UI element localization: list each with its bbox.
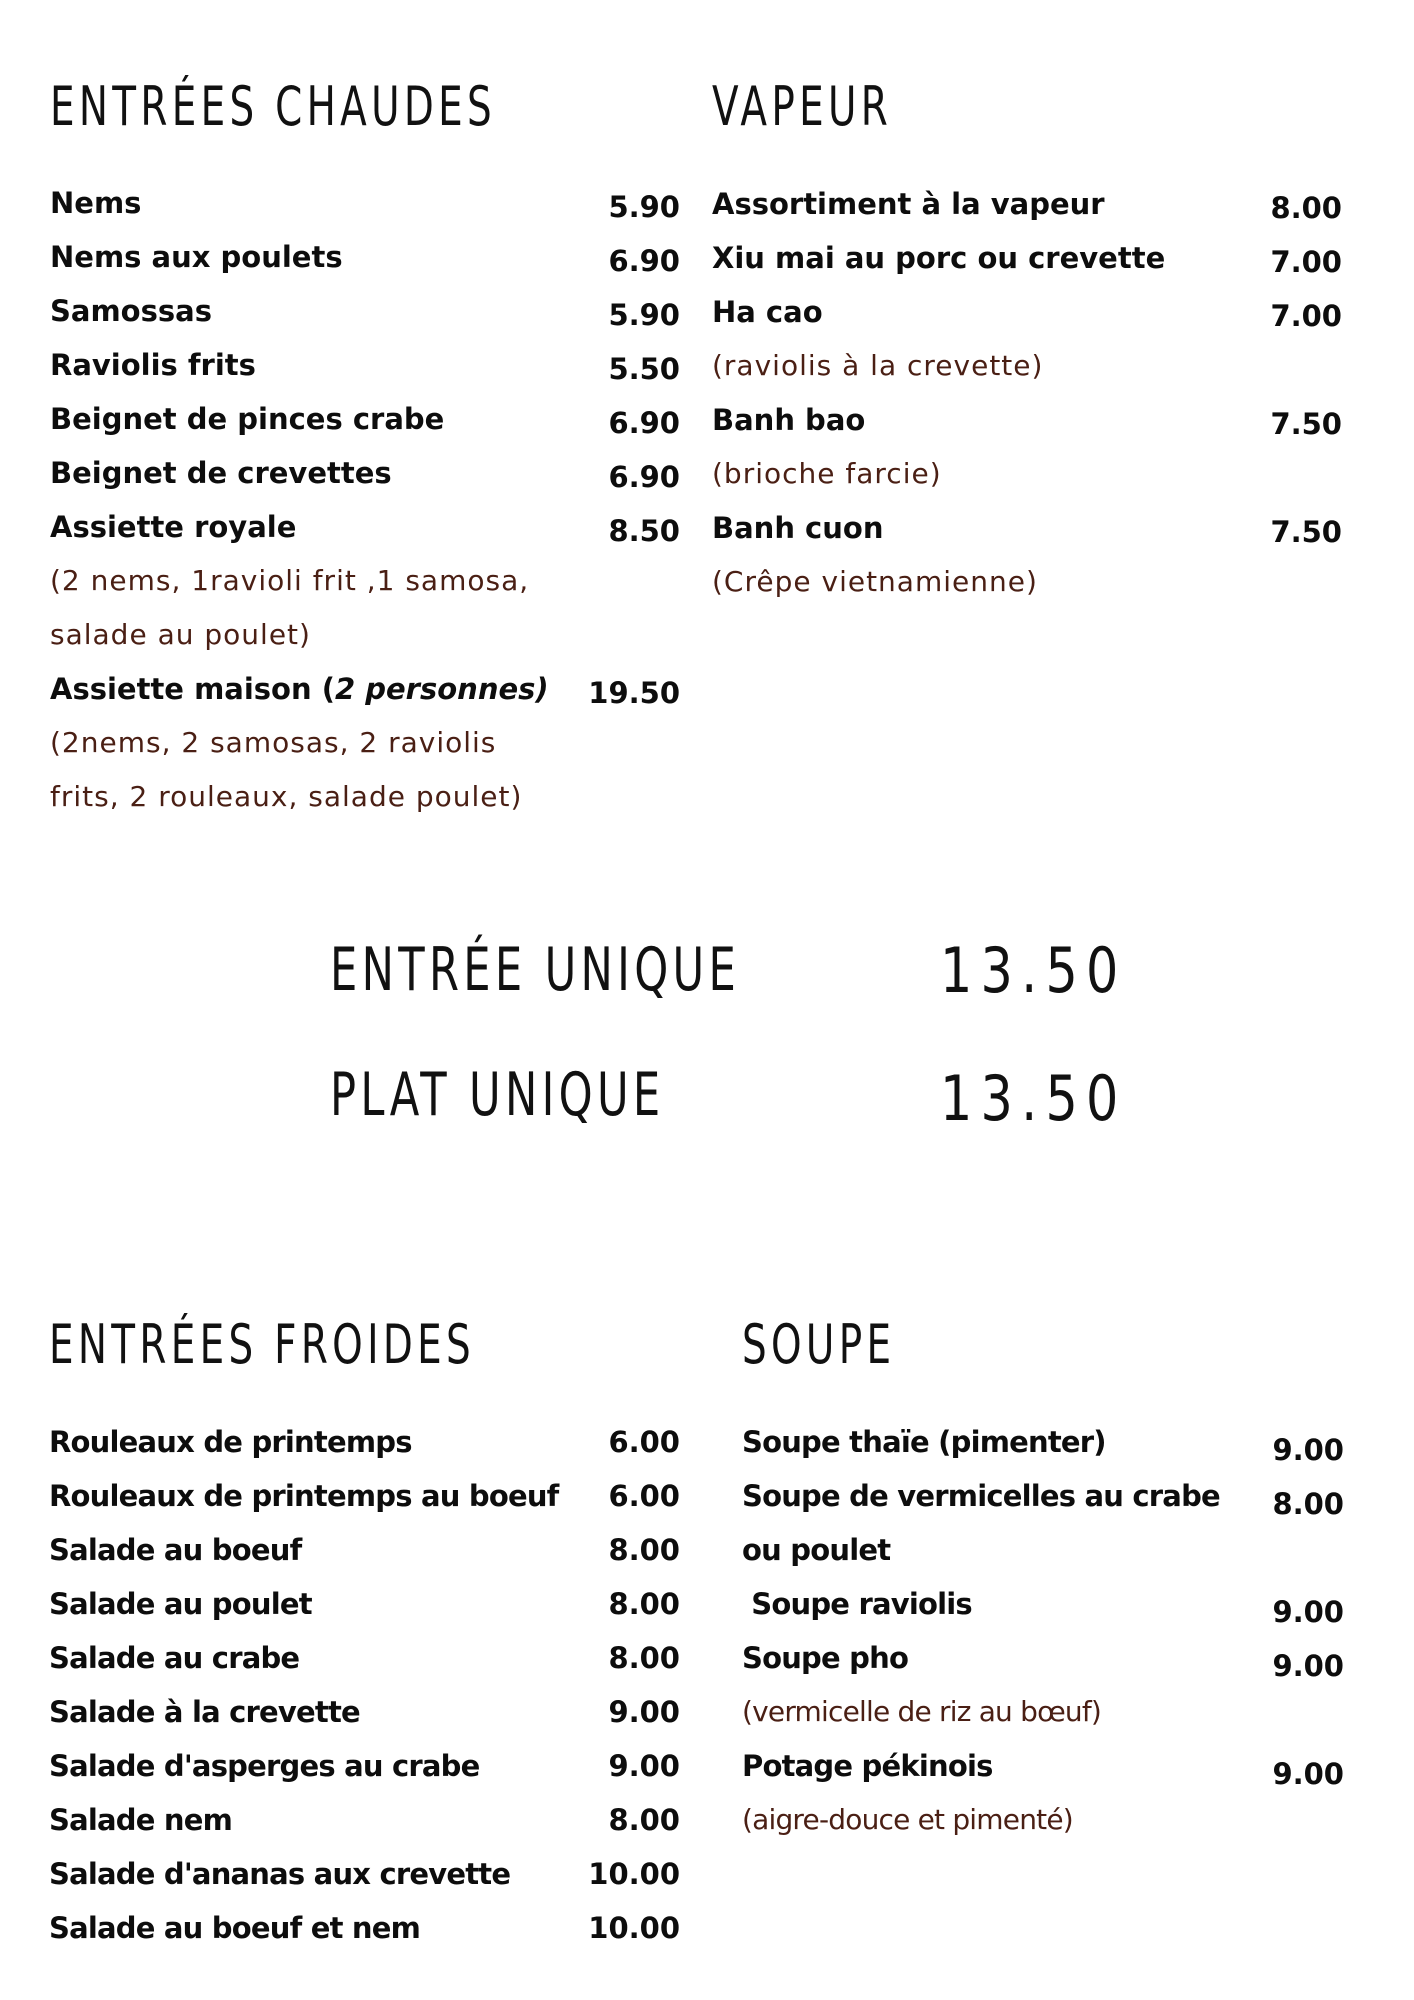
- item-name: Beignet de pinces crabe: [50, 402, 445, 436]
- item-price: 6.90: [608, 460, 680, 494]
- item-name: Salade d'ananas aux crevette: [49, 1857, 511, 1891]
- section-soupe: [742, 1313, 1344, 1878]
- menu-list: [50, 176, 680, 824]
- section-entrees-froides: [49, 1313, 680, 1958]
- menu-item: [50, 446, 680, 500]
- item-name: Salade nem: [49, 1803, 233, 1837]
- item-note: (2 nems, 1ravioli frit ,1 samosa,: [50, 564, 530, 597]
- menu-item: [742, 1523, 1344, 1577]
- section-title: ENTRÉES CHAUDES: [50, 75, 497, 138]
- item-description: [50, 554, 680, 608]
- menu-item: [49, 1523, 680, 1577]
- menu-item: [712, 231, 1342, 285]
- item-note: (aigre-douce et pimenté): [742, 1803, 1073, 1836]
- item-name: Soupe de vermicelles au crabe: [742, 1479, 1220, 1513]
- item-name: Samossas: [50, 294, 212, 328]
- menu-item: [49, 1739, 680, 1793]
- item-note: (Crêpe vietnamienne): [712, 565, 1038, 598]
- item-name: Banh cuon: [712, 511, 884, 545]
- item-description: [712, 447, 1342, 501]
- item-price: 6.00: [608, 1425, 680, 1459]
- item-name: Salade à la crevette: [49, 1695, 360, 1729]
- item-note: (raviolis à la crevette): [712, 349, 1044, 382]
- item-name: Banh bao: [712, 403, 866, 437]
- section-entrees-chaudes: [50, 75, 680, 820]
- item-name: Ha cao: [712, 295, 823, 329]
- item-name: Assortiment à la vapeur: [712, 187, 1105, 221]
- item-note: (brioche farcie): [712, 457, 942, 490]
- menu-item: [712, 501, 1342, 555]
- menu-item: [49, 1793, 680, 1847]
- item-note: frits, 2 rouleaux, salade poulet): [50, 780, 523, 813]
- section-vapeur: [712, 75, 1342, 600]
- section-title: ENTRÉES FROIDES: [49, 1313, 476, 1376]
- menu-item: [49, 1577, 680, 1631]
- item-price: 19.50: [588, 676, 680, 710]
- item-name: ou poulet: [742, 1533, 891, 1567]
- item-price: 7.00: [1270, 245, 1342, 279]
- menu-item: [50, 662, 680, 716]
- menu-item: [742, 1631, 1344, 1685]
- menu-item: [712, 285, 1342, 339]
- item-description: [712, 339, 1342, 393]
- entree-unique-price: 13.50: [940, 934, 1127, 1007]
- item-price: 8.50: [608, 514, 680, 548]
- item-price: 6.90: [608, 244, 680, 278]
- menu-list: [712, 177, 1342, 609]
- item-price: 8.00: [608, 1533, 680, 1567]
- item-name: Soupe pho: [742, 1641, 909, 1675]
- item-price: 8.00: [608, 1641, 680, 1675]
- menu-item: [50, 284, 680, 338]
- item-name: Nems: [50, 186, 142, 220]
- item-note: (2nems, 2 samosas, 2 raviolis: [50, 726, 497, 759]
- plat-unique-label: PLAT UNIQUE: [330, 1060, 665, 1130]
- item-name: Salade d'asperges au crabe: [49, 1749, 480, 1783]
- item-price: 9.00: [1272, 1649, 1344, 1683]
- menu-item: [712, 177, 1342, 231]
- item-note: salade au poulet): [50, 618, 311, 651]
- item-name: Raviolis frits: [50, 348, 256, 382]
- item-name: Nems aux poulets: [50, 240, 343, 274]
- item-price: 9.00: [608, 1749, 680, 1783]
- item-note: (vermicelle de riz au bœuf): [742, 1695, 1102, 1728]
- item-price: 8.00: [608, 1587, 680, 1621]
- item-price: 9.00: [1272, 1433, 1344, 1467]
- menu-item: [49, 1415, 680, 1469]
- item-price: 6.00: [608, 1479, 680, 1513]
- menu-item: [50, 338, 680, 392]
- item-name: Salade au boeuf: [49, 1533, 302, 1567]
- menu-list: [742, 1415, 1344, 1847]
- item-price: 5.90: [608, 298, 680, 332]
- plat-unique-price: 13.50: [940, 1062, 1127, 1135]
- menu-item: [50, 500, 680, 554]
- item-name: Salade au crabe: [49, 1641, 300, 1675]
- item-description: [50, 716, 680, 770]
- item-description: [742, 1685, 1344, 1739]
- menu-item: [49, 1901, 680, 1955]
- item-name: Salade au boeuf et nem: [49, 1911, 421, 1945]
- item-description: [712, 555, 1342, 609]
- item-price: 9.00: [1272, 1595, 1344, 1629]
- item-description: [50, 770, 680, 824]
- item-name: Soupe raviolis: [742, 1587, 972, 1621]
- section-title: VAPEUR: [712, 75, 893, 138]
- section-title: SOUPE: [742, 1313, 896, 1376]
- item-name: Salade au poulet: [49, 1587, 312, 1621]
- menu-item: [49, 1685, 680, 1739]
- item-name: Soupe thaïe (pimenter): [742, 1425, 1106, 1459]
- menu-item: [50, 176, 680, 230]
- menu-list: [49, 1415, 680, 1955]
- entree-unique-label: ENTRÉE UNIQUE: [330, 935, 741, 1005]
- item-price: 8.00: [1272, 1487, 1344, 1521]
- menu-item: [712, 393, 1342, 447]
- section-specials: [0, 930, 1414, 1150]
- menu-item: [49, 1847, 680, 1901]
- menu-item: [742, 1469, 1344, 1523]
- menu-item: [50, 230, 680, 284]
- item-price: 7.50: [1270, 515, 1342, 549]
- menu-item: [742, 1577, 1344, 1631]
- item-description: [742, 1793, 1344, 1847]
- item-price: 10.00: [588, 1857, 680, 1891]
- item-price: 9.00: [1272, 1757, 1344, 1791]
- item-price: 8.00: [1270, 191, 1342, 225]
- item-name: Rouleaux de printemps: [49, 1425, 412, 1459]
- item-name-italic: 2 personnes): [334, 672, 549, 706]
- item-name: Assiette maison (2 personnes): [50, 672, 549, 706]
- item-price: 7.50: [1270, 407, 1342, 441]
- menu-item: [50, 392, 680, 446]
- item-price: 8.00: [608, 1803, 680, 1837]
- item-price: 9.00: [608, 1695, 680, 1729]
- item-price: 7.00: [1270, 299, 1342, 333]
- item-name: Xiu mai au porc ou crevette: [712, 241, 1166, 275]
- item-description: [50, 608, 680, 662]
- menu-item: [49, 1469, 680, 1523]
- menu-item: [742, 1739, 1344, 1793]
- item-name: Rouleaux de printemps au boeuf: [49, 1479, 559, 1513]
- item-price: 6.90: [608, 406, 680, 440]
- item-price: 5.50: [608, 352, 680, 386]
- menu-item: [742, 1415, 1344, 1469]
- item-name: Potage pékinois: [742, 1749, 993, 1783]
- item-name: Beignet de crevettes: [50, 456, 392, 490]
- item-price: 10.00: [588, 1911, 680, 1945]
- menu-item: [49, 1631, 680, 1685]
- item-name: Assiette royale: [50, 510, 297, 544]
- item-price: 5.90: [608, 190, 680, 224]
